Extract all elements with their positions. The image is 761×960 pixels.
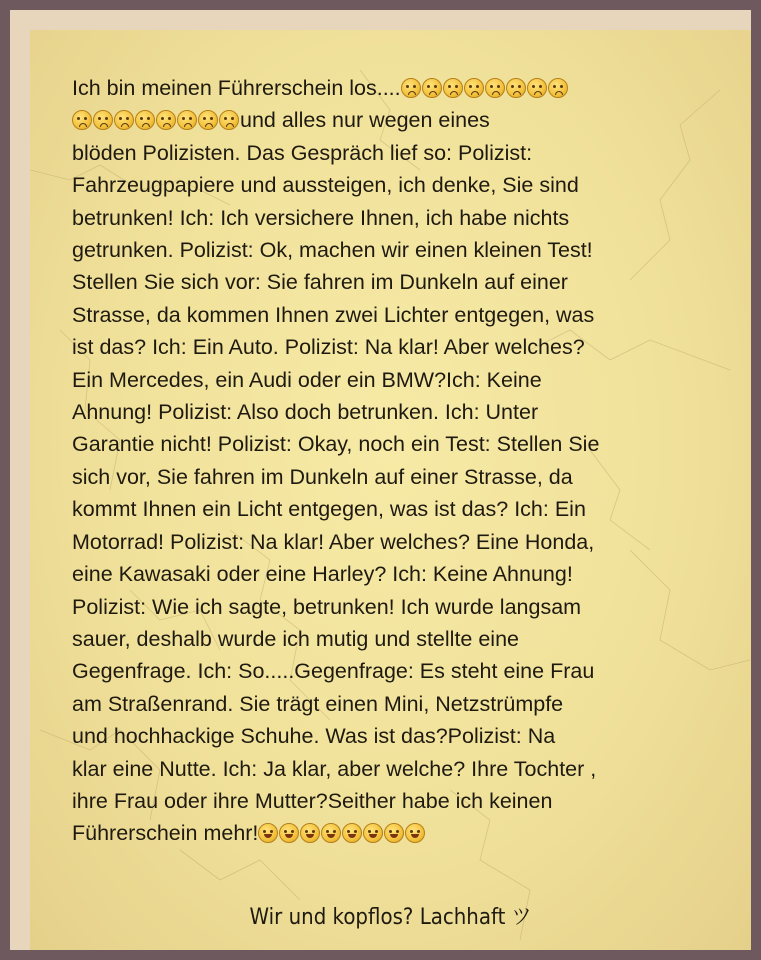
laughing-face-emoji-icon [363,823,383,843]
story-line-text: am Straßenrand. Sie trägt einen Mini, Netzstrümpfe [72,691,564,716]
story-line-text: sauer, deshalb wurde ich mutig und stellte eine [72,626,519,651]
story-line-text: kommt Ihnen ein Licht entgegen, was ist das? Ich: Ein [72,497,586,522]
sad-face-emoji-icon [485,78,505,98]
laughing-face-emoji-icon [384,823,404,843]
story-line-text: Führerschein mehr! [72,821,259,846]
story-line-text: Ich bin meinen Führerschein los.... [72,76,401,100]
story-line-text: Ein Mercedes, ein Audi oder ein BMW?Ich: Keine [72,367,542,392]
sad-face-emoji-icon [219,110,239,130]
story-line-text: Stellen Sie sich vor: Sie fahren im Dunkeln auf einer [72,270,568,295]
story-line [72,396,724,428]
story-line [72,266,724,298]
story-line-text: eine Kawasaki oder eine Harley? Ich: Keine Ahnung! [72,562,573,587]
sad-face-emoji-icon [156,110,176,130]
sad-face-emoji-icon [443,78,463,98]
parchment-background [30,30,751,950]
story-line [72,785,724,817]
story-line-text: Garantie nicht! Polizist: Okay, noch ein Test: Stellen Sie [72,432,600,457]
story-line-text: ihre Frau oder ihre Mutter?Seither habe ich keinen [72,788,553,813]
story-line [72,688,724,720]
story-line-text: klar eine Nutte. Ich: Ja klar, aber welche? Ihre Tochter , [72,756,597,781]
story-line [72,493,724,525]
sad-face-emoji-icon [506,78,526,98]
story-line [72,753,724,785]
sad-face-emoji-icon [464,78,484,98]
story-line-text: Motorrad! Polizist: Na klar! Aber welches? Eine Honda, [72,529,595,554]
sad-face-emoji-icon [198,110,218,130]
signature: Wir und kopflos? Lachhaft ツ [249,905,532,930]
story-text [72,72,724,850]
story-line-text: Gegenfrage. Ich: So.....Gegenfrage: Es steht eine Frau [72,659,595,684]
laughing-face-emoji-icon [321,823,341,843]
sad-face-emoji-icon [527,78,547,98]
sad-face-emoji-icon [177,110,197,130]
story-line [72,364,724,396]
story-line [72,299,724,331]
story-line [72,591,724,623]
story-line-text: getrunken. Polizist: Ok, machen wir einen kleinen Test! [72,238,593,263]
story-line-text: Ahnung! Polizist: Also doch betrunken. Ich: Unter [72,400,539,425]
story-line [72,720,724,752]
story-line [72,202,724,234]
story-line [72,169,724,201]
story-line [72,558,724,590]
story-line-text: Strasse, da kommen Ihnen zwei Lichter entgegen, was [72,302,595,327]
story-line-text: Polizist: Wie ich sagte, betrunken! Ich wurde langsam [72,594,582,619]
sad-face-emoji-icon [422,78,442,98]
story-line [72,526,724,558]
sad-face-emoji-icon [93,110,113,130]
laughing-face-emoji-icon [300,823,320,843]
laughing-face-emoji-icon [342,823,362,843]
sad-face-emoji-icon [72,110,92,130]
story-line-text: und hochhackige Schuhe. Was ist das?Polizist: Na [72,724,556,749]
sad-face-emoji-icon [114,110,134,130]
story-line-text: ist das? Ich: Ein Auto. Polizist: Na klar! Aber welches? [72,335,585,360]
story-line [72,72,724,104]
story-line-text: blöden Polizisten. Das Gespräch lief so: Polizist: [72,140,533,165]
story-line [72,623,724,655]
story-line-text: Fahrzeugpapiere und aussteigen, ich denke, Sie sind [72,173,579,198]
sad-face-emoji-icon [548,78,568,98]
story-line-text: betrunken! Ich: Ich versichere Ihnen, ich habe nichts [72,205,570,230]
story-line [72,137,724,169]
story-line [72,655,724,687]
story-line-text: sich vor, Sie fahren im Dunkeln auf einer Strasse, da [72,464,573,489]
story-line [72,104,724,136]
story-line [72,461,724,493]
story-line [72,428,724,460]
story-line [72,234,724,266]
story-line-text: und alles nur wegen eines [240,108,490,133]
laughing-face-emoji-icon [258,823,278,843]
sad-face-emoji-icon [135,110,155,130]
laughing-face-emoji-icon [405,823,425,843]
story-line [72,331,724,363]
laughing-face-emoji-icon [279,823,299,843]
story-line [72,817,724,849]
picture-frame [10,10,751,950]
sad-face-emoji-icon [401,78,421,98]
